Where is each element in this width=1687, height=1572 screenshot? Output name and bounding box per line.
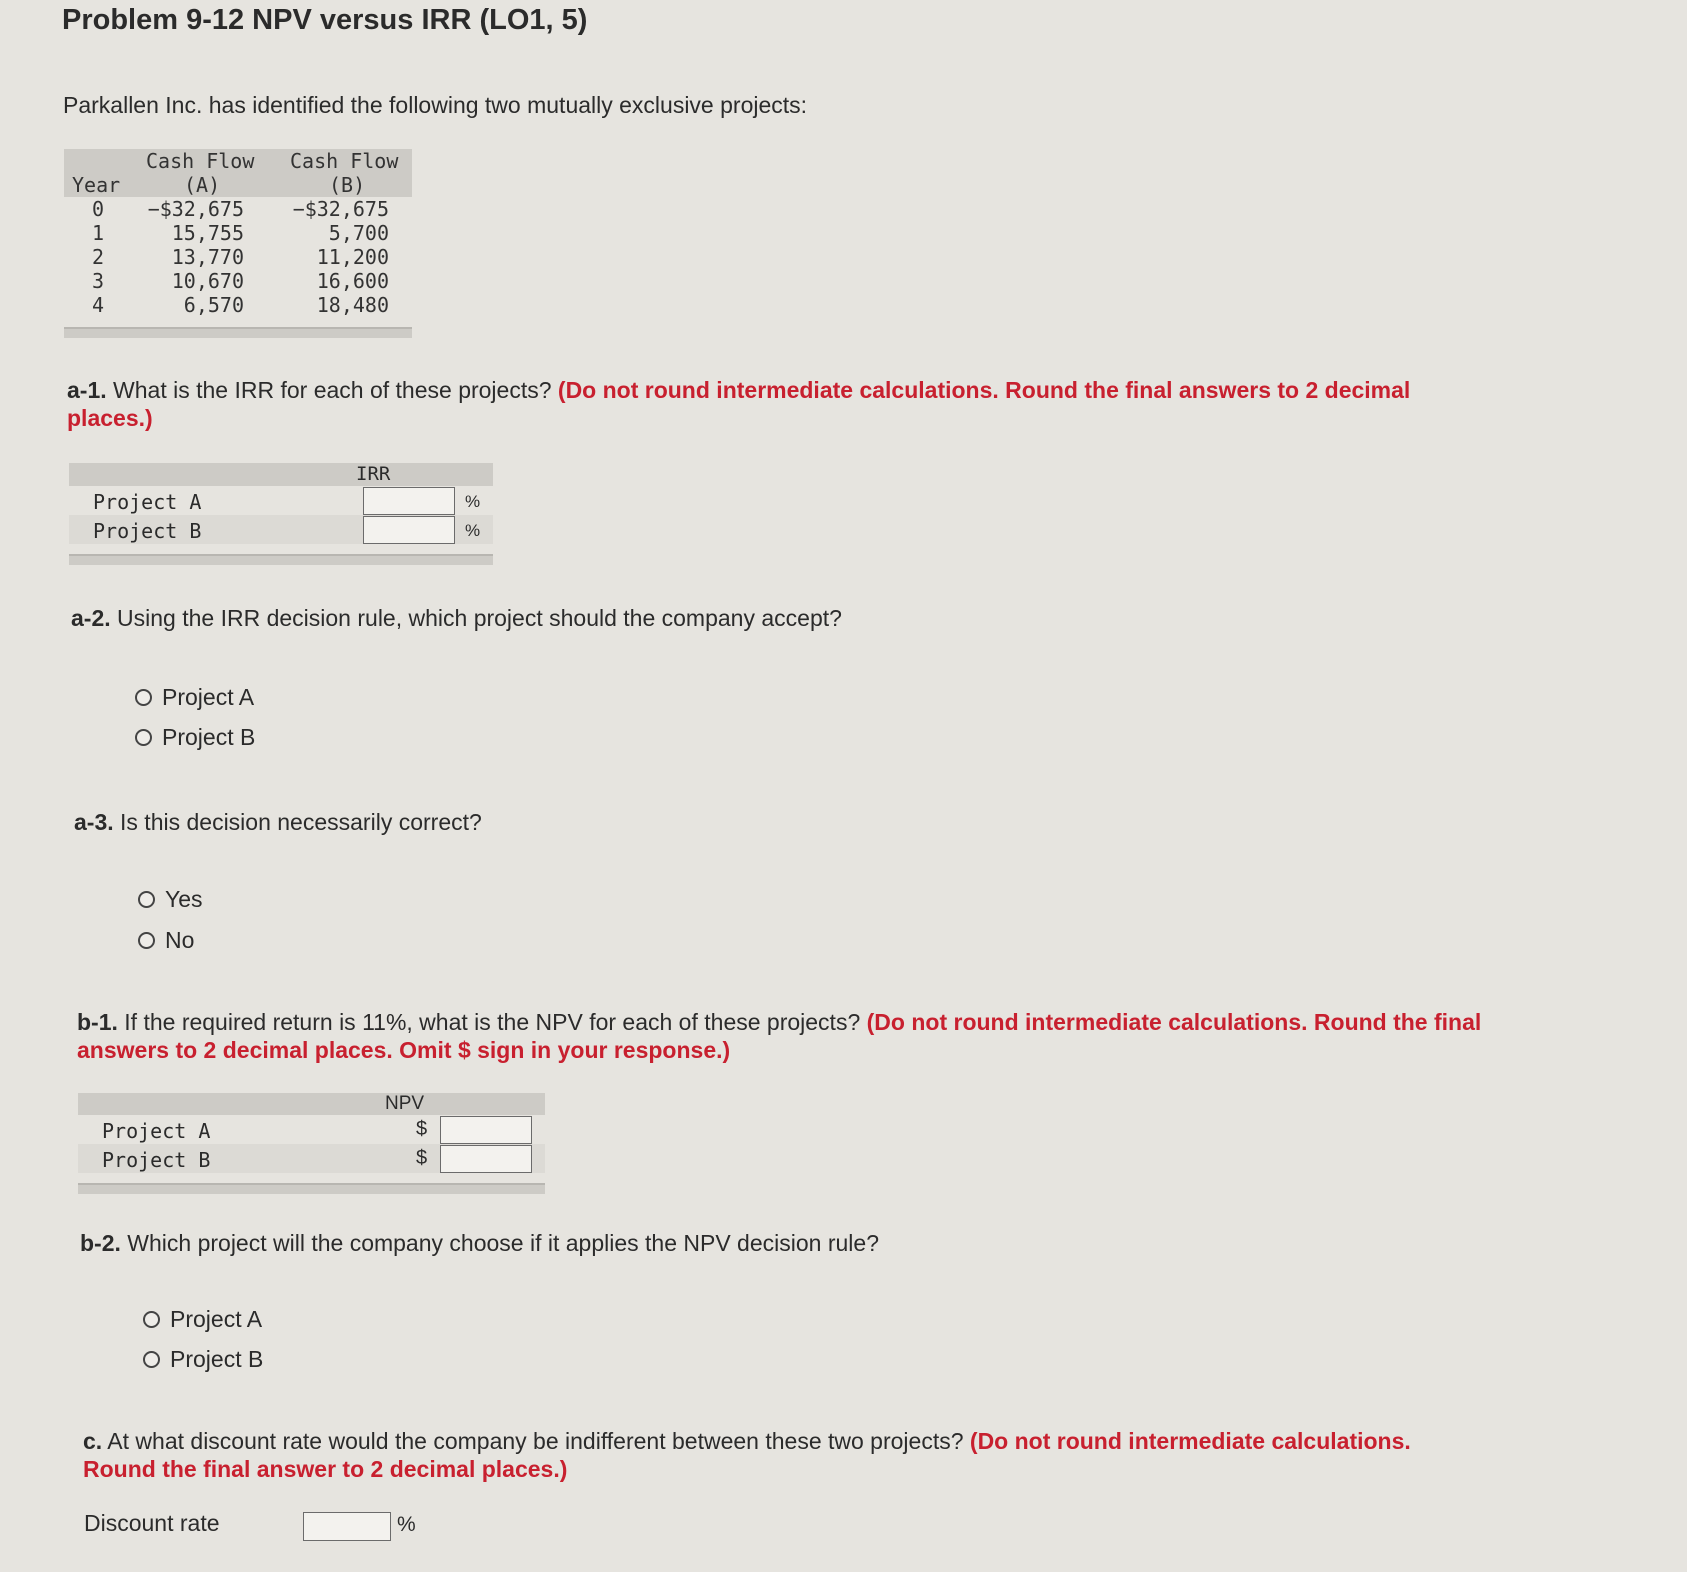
npv-table-header (78, 1093, 545, 1115)
cash-flow-table-header (64, 149, 412, 197)
radio-label: Yes (165, 886, 203, 912)
cash-a-cell: 10,670 (171, 269, 244, 293)
table-footer-bar (64, 327, 412, 338)
table-row (64, 221, 412, 245)
npv-project-b-input[interactable] (440, 1145, 532, 1173)
question-b1-text: If the required return is 11%, what is the NPV for each of these projects? (117, 1009, 867, 1035)
table-row (69, 486, 493, 515)
irr-project-b-input[interactable] (363, 516, 455, 544)
discount-rate-input[interactable] (303, 1512, 391, 1541)
irr-row-label: Project B (93, 519, 202, 543)
cash-a-cell: 6,570 (183, 293, 244, 317)
radio-label: Project B (162, 724, 256, 750)
year-cell: 2 (91, 245, 104, 269)
question-b1-instruction-cont: answers to 2 decimal places. Omit $ sign in your response.) (77, 1037, 731, 1063)
question-a3-label: a-3. (74, 809, 114, 835)
percent-unit: % (465, 521, 481, 540)
radio-circle-icon[interactable] (138, 932, 155, 949)
cash-b-cell: 16,600 (316, 269, 389, 293)
header-year: Year (72, 173, 121, 197)
radio-a2-project-b[interactable] (135, 724, 255, 751)
year-cell: 3 (91, 269, 104, 293)
radio-label: Project A (170, 1306, 263, 1332)
question-a3 (74, 808, 482, 836)
percent-unit: % (465, 492, 481, 511)
question-b1-label: b-1. (77, 1009, 118, 1035)
table-row (64, 245, 412, 269)
question-a1-text: What is the IRR for each of these projects? (106, 377, 558, 403)
question-b2-label: b-2. (80, 1230, 121, 1256)
question-b1 (77, 1008, 1481, 1036)
dollar-sign: $ (416, 1147, 428, 1169)
radio-a2-project-a[interactable] (135, 684, 254, 711)
radio-b2-project-b[interactable] (143, 1346, 263, 1373)
radio-circle-icon[interactable] (135, 729, 152, 746)
radio-circle-icon[interactable] (138, 891, 155, 908)
irr-project-a-input[interactable] (363, 487, 455, 515)
dollar-sign: $ (416, 1118, 428, 1140)
question-a1-instruction-cont: places.) (67, 405, 153, 431)
npv-column-header: NPV (385, 1093, 425, 1114)
table-row (64, 269, 412, 293)
question-a1-instruction: (Do not round intermediate calculations. Round the final answers to 2 decimal (557, 377, 1411, 403)
table-row (64, 197, 412, 221)
table-row (69, 515, 493, 544)
percent-unit: % (397, 1513, 416, 1536)
npv-table (78, 1093, 545, 1194)
page-title: Problem 9-12 NPV versus IRR (LO1, 5) (62, 4, 588, 36)
radio-circle-icon[interactable] (135, 689, 152, 706)
question-a2-label: a-2. (71, 605, 111, 631)
irr-table-header (69, 463, 493, 486)
radio-label: Project A (162, 684, 255, 710)
npv-row-label: Project A (102, 1119, 211, 1143)
year-cell: 0 (91, 197, 104, 221)
question-b2 (80, 1229, 879, 1257)
header-b: (B) (329, 173, 366, 197)
radio-circle-icon[interactable] (143, 1351, 160, 1368)
header-a: (A) (184, 173, 221, 197)
radio-label: Project B (170, 1346, 264, 1372)
question-a3-text: Is this decision necessarily correct? (113, 809, 482, 835)
table-row (78, 1144, 545, 1173)
question-a2-text: Using the IRR decision rule, which project should the company accept? (110, 605, 842, 631)
question-a1 (67, 376, 1410, 404)
question-c-text: At what discount rate would the company be indifferent between these two projects? (102, 1428, 970, 1454)
radio-b2-project-a[interactable] (143, 1306, 262, 1333)
question-c-instruction-cont: Round the final answer to 2 decimal places.) (83, 1456, 568, 1482)
irr-column-header: IRR (356, 463, 391, 485)
irr-row-label: Project A (93, 490, 202, 514)
irr-table (69, 463, 493, 565)
question-c (83, 1427, 1411, 1455)
cash-b-cell: 5,700 (328, 221, 389, 245)
npv-row-label: Project B (102, 1148, 211, 1172)
cash-b-cell: −$32,675 (292, 197, 389, 221)
question-b2-text: Which project will the company choose if it applies the NPV decision rule? (120, 1230, 879, 1256)
cash-a-cell: −$32,675 (147, 197, 244, 221)
cash-b-cell: 18,480 (316, 293, 389, 317)
table-row (64, 293, 412, 317)
discount-rate-label: Discount rate (84, 1510, 220, 1536)
year-cell: 4 (91, 293, 104, 317)
question-a2 (71, 604, 842, 632)
question-c-label: c. (83, 1428, 103, 1454)
npv-project-a-input[interactable] (440, 1116, 532, 1144)
question-b1-instruction: (Do not round intermediate calculations. Round the final (866, 1009, 1482, 1035)
radio-a3-yes[interactable] (138, 886, 203, 913)
header-cash-flow-b: Cash Flow (290, 149, 399, 173)
cash-b-cell: 11,200 (316, 245, 389, 269)
radio-circle-icon[interactable] (143, 1311, 160, 1328)
table-footer-bar (78, 1183, 545, 1194)
table-footer-bar (69, 554, 493, 565)
cash-flow-table (64, 149, 412, 338)
table-row (78, 1115, 545, 1144)
radio-a3-no[interactable] (138, 927, 194, 954)
year-cell: 1 (91, 221, 104, 245)
question-a1-label: a-1. (67, 377, 107, 403)
cash-a-cell: 15,755 (171, 221, 244, 245)
header-cash-flow-a: Cash Flow (146, 149, 255, 173)
radio-label: No (165, 927, 195, 953)
question-c-instruction: (Do not round intermediate calculations. (969, 1428, 1411, 1454)
intro-text: Parkallen Inc. has identified the following two mutually exclusive projects: (63, 92, 808, 118)
cash-a-cell: 13,770 (171, 245, 244, 269)
